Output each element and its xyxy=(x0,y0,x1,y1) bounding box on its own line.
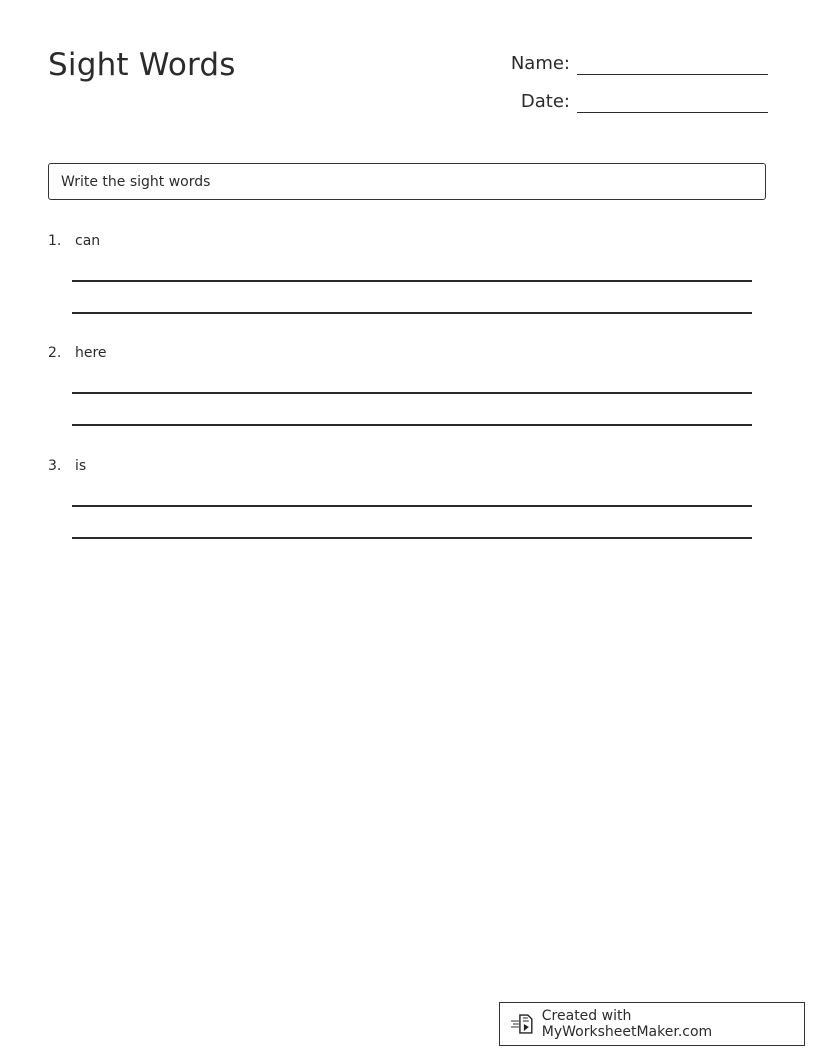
question-number: 2. xyxy=(48,345,62,361)
name-label: Name: xyxy=(510,53,570,74)
name-field xyxy=(511,53,768,75)
writing-line[interactable] xyxy=(72,537,752,539)
name-blank-line[interactable] xyxy=(577,74,768,75)
instructions-box: Write the sight words xyxy=(48,163,766,200)
footer-credit[interactable] xyxy=(499,1002,805,1046)
writing-line[interactable] xyxy=(72,280,752,282)
writing-line[interactable] xyxy=(72,392,752,394)
writing-line[interactable] xyxy=(72,505,752,507)
question-word: can xyxy=(75,233,101,249)
writing-line[interactable] xyxy=(72,424,752,426)
worksheet-maker-logo-icon xyxy=(510,1013,536,1035)
question-number: 1. xyxy=(48,233,62,249)
date-label: Date: xyxy=(520,91,570,112)
footer-text: Created with MyWorksheetMaker.com xyxy=(541,1008,713,1040)
date-field xyxy=(521,91,768,113)
question-word: is xyxy=(75,458,87,474)
writing-line[interactable] xyxy=(72,312,752,314)
page-title: Sight Words xyxy=(48,47,236,83)
question-word: here xyxy=(75,345,107,361)
question-number: 3. xyxy=(48,458,62,474)
date-blank-line[interactable] xyxy=(577,112,768,113)
